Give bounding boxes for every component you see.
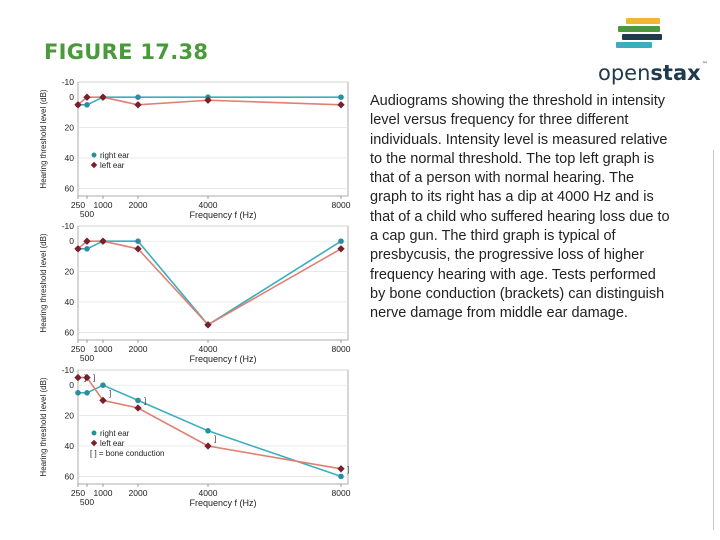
legend-label: left ear — [100, 439, 125, 448]
y-tick-label: 20 — [64, 266, 74, 277]
x-tick-label: 500 — [79, 353, 95, 363]
right-ear-point — [205, 428, 211, 434]
legend-label: right ear — [100, 429, 130, 438]
y-tick-label: -10 — [61, 365, 74, 375]
x-tick-label: 4000 — [198, 488, 218, 498]
audiogram-presbycusis-chart — [36, 362, 356, 512]
legend-label: left ear — [100, 161, 125, 170]
x-tick-label: 250 — [70, 200, 86, 210]
x-axis-label: Frequency f (Hz) — [189, 354, 257, 364]
legend-right-ear-marker — [92, 153, 97, 158]
bone-conduction-bracket: ] — [84, 373, 87, 383]
x-tick-label: 500 — [79, 497, 95, 507]
legend-label: right ear — [100, 151, 130, 160]
x-tick-label: 4000 — [198, 344, 218, 354]
audiogram-cap-gun-chart — [36, 218, 356, 368]
right-ear-point — [75, 390, 81, 396]
y-axis-label: Hearing threshold level (dB) — [39, 377, 48, 477]
slide-title: FIGURE 17.38 — [44, 40, 209, 64]
logo-wordmark: openstax™ — [598, 61, 708, 85]
x-tick-label: 8000 — [331, 344, 351, 354]
x-tick-label: 2000 — [128, 488, 148, 498]
x-axis-label: Frequency f (Hz) — [189, 498, 257, 508]
right-ear-point — [84, 246, 90, 252]
legend-label: [ ] = bone conduction — [90, 449, 165, 458]
right-ear-point — [84, 102, 90, 108]
bone-conduction-bracket: ] — [109, 388, 112, 398]
x-tick-label: 1000 — [93, 488, 113, 498]
y-tick-label: 60 — [64, 471, 74, 482]
right-ear-point — [135, 398, 141, 404]
y-tick-label: -10 — [61, 77, 74, 87]
x-tick-label: 8000 — [331, 488, 351, 498]
legend-right-ear-marker — [92, 431, 97, 436]
x-tick-label: 250 — [70, 344, 86, 354]
right-ear-point — [135, 94, 141, 100]
openstax-logo — [596, 16, 708, 86]
right-ear-point — [338, 474, 344, 480]
y-tick-label: 20 — [64, 122, 74, 133]
x-tick-label: 1000 — [93, 344, 113, 354]
y-tick-label: 20 — [64, 410, 74, 421]
y-tick-label: 40 — [64, 297, 74, 307]
y-tick-label: 0 — [69, 236, 74, 247]
plot-frame — [78, 82, 348, 196]
y-tick-label: 60 — [64, 327, 74, 338]
plot-frame — [78, 226, 348, 340]
y-tick-label: 0 — [69, 380, 74, 391]
y-tick-label: 40 — [64, 153, 74, 163]
right-ear-point — [338, 94, 344, 100]
x-tick-label: 2000 — [128, 344, 148, 354]
bone-conduction-bracket: ] — [347, 464, 350, 474]
figure-caption: Audiograms showing the threshold in intensity level versus frequency for three different individuals. Intensity level is measured relative to the normal threshold. The top left graph is that of a person with normal hearing. The graph to its right has a dip at 4000 Hz and is that of a child who suffered hearing loss due to a cap gun. The third graph is typical of presbycusis, the progressive loss of higher frequency hearing with age. Tests performed by bone conduction (brackets) can distinguish nerve damage from middle ear damage. — [370, 93, 670, 322]
x-axis-label: Frequency f (Hz) — [189, 210, 257, 220]
right-ear-point — [135, 238, 141, 244]
y-axis-label: Hearing threshold level (dB) — [39, 89, 48, 189]
x-tick-label: 500 — [79, 209, 95, 219]
bone-conduction-bracket: ] — [93, 373, 96, 383]
y-tick-label: 0 — [69, 92, 74, 103]
bone-conduction-bracket: ] — [144, 396, 147, 406]
y-tick-label: -10 — [61, 221, 74, 231]
y-tick-label: 60 — [64, 183, 74, 194]
plot-frame — [78, 370, 348, 484]
y-tick-label: 40 — [64, 441, 74, 451]
bone-conduction-bracket: ] — [214, 434, 217, 444]
right-ear-point — [84, 390, 90, 396]
right-ear-point — [100, 382, 106, 388]
right-ear-point — [338, 238, 344, 244]
audiogram-normal-chart — [36, 74, 356, 224]
divider — [713, 150, 714, 530]
x-tick-label: 8000 — [331, 200, 351, 210]
x-tick-label: 4000 — [198, 200, 218, 210]
x-tick-label: 2000 — [128, 200, 148, 210]
y-axis-label: Hearing threshold level (dB) — [39, 233, 48, 333]
x-tick-label: 1000 — [93, 200, 113, 210]
x-tick-label: 250 — [70, 488, 86, 498]
